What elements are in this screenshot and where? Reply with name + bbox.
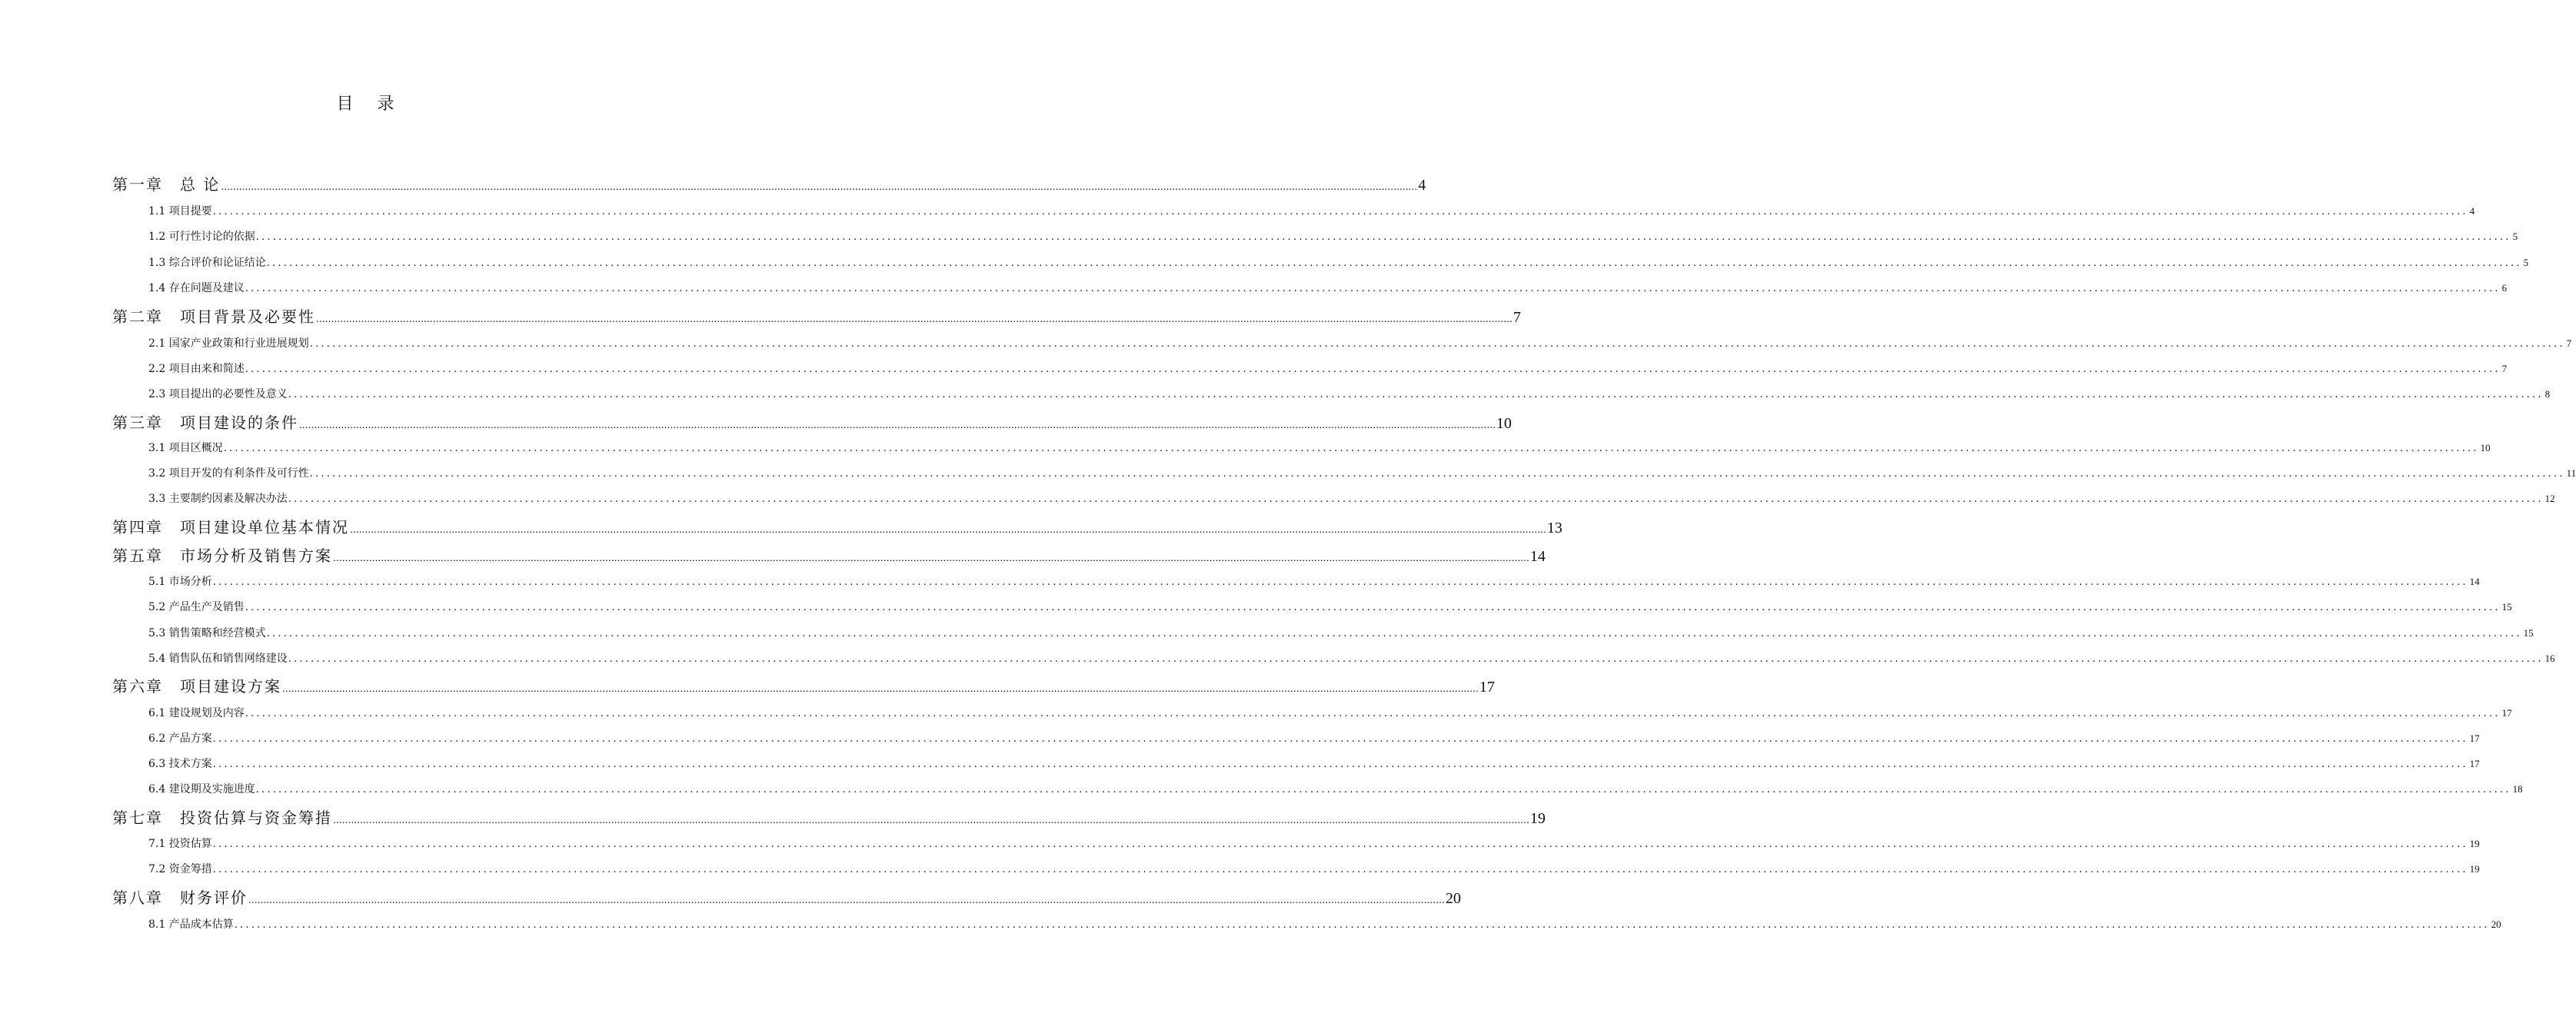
toc-page-number: 10 <box>2480 442 2491 453</box>
toc-chapter-entry[interactable] <box>112 515 1563 538</box>
toc-entry-label: 1.2 可行性讨论的依据 <box>148 231 255 243</box>
toc-section-entry[interactable] <box>148 781 2523 798</box>
toc-section-entry[interactable] <box>148 360 2508 377</box>
toc-section-entry[interactable] <box>148 599 2512 616</box>
toc-page-number: 13 <box>1546 520 1563 536</box>
toc-section-entry[interactable] <box>148 730 2480 747</box>
toc-entry-label: 2.1 国家产业政策和行业进展规划 <box>148 337 309 350</box>
toc-page-number: 19 <box>2469 838 2480 849</box>
toc-section-entry[interactable] <box>148 756 2480 772</box>
toc-section-entry[interactable] <box>148 835 2480 852</box>
toc-entry-label: 1.3 综合评价和论证结论 <box>148 257 266 269</box>
toc-section-entry[interactable] <box>148 386 2551 403</box>
toc-page-number: 12 <box>2544 493 2555 504</box>
toc-section-entry[interactable] <box>148 705 2512 722</box>
toc-dot-leader: ................................................................................................................................................................................................................................................................................................................................................................................................................ <box>288 389 2544 400</box>
toc-entry-label: 6.1 建设规划及内容 <box>148 707 245 719</box>
toc-entry-label: 第五章 市场分析及销售方案 <box>112 546 332 565</box>
toc-dot-leader: ................................................................................................................................................................................................................................................................................................................................................................................................................ <box>266 628 2522 639</box>
toc-page-number: 20 <box>2491 918 2501 930</box>
toc-page-number: 4 <box>1418 177 1426 194</box>
toc-dot-leader: ................................................................................................................................................................................................................................................................................................................................................................................................................ <box>309 338 2565 350</box>
toc-entry-label: 6.2 产品方案 <box>148 732 212 745</box>
toc-page-number: 15 <box>2501 601 2512 613</box>
toc-entry-label: 2.2 项目由来和简述 <box>148 363 245 375</box>
toc-dot-leader: ................................................................................................................................................................................................................................................................................................................................................................................................................ <box>245 364 2501 375</box>
toc-entry-label: 8.1 产品成本估算 <box>148 918 234 931</box>
toc-entry-label: 3.1 项目区概况 <box>148 442 223 454</box>
toc-entry-label: 6.3 技术方案 <box>148 758 212 770</box>
toc-dot-leader: ................................................................................................................................................................................................................................................................................................................................................................................................................ <box>221 180 1418 192</box>
toc-title: 目 录 <box>336 95 404 114</box>
toc-dot-leader: ................................................................................................................................................................................................................................................................................................................................................................................................................ <box>212 733 2468 745</box>
toc-page-number: 17 <box>2469 758 2480 769</box>
toc-page-number: 11 <box>2566 467 2576 479</box>
toc-entry-label: 第七章 投资估算与资金筹措 <box>112 809 332 827</box>
toc-entry-label: 第八章 财务评价 <box>112 889 248 907</box>
toc-page-number: 15 <box>2523 627 2534 639</box>
toc-dot-leader: ................................................................................................................................................................................................................................................................................................................................................................................................................ <box>255 231 2511 243</box>
toc-dot-leader: ................................................................................................................................................................................................................................................................................................................................................................................................................ <box>223 443 2479 454</box>
toc-entry-label: 3.2 项目开发的有利条件及可行性 <box>148 467 309 480</box>
toc-page-number: 14 <box>1529 548 1546 565</box>
toc-section-entry[interactable] <box>148 228 2518 245</box>
toc-entry-label: 7.1 投资估算 <box>148 838 212 850</box>
toc-page-number: 14 <box>2469 576 2480 587</box>
toc-dot-leader: ................................................................................................................................................................................................................................................................................................................................................................................................................ <box>333 551 1529 563</box>
toc-entry-label: 6.4 建设期及实施进度 <box>148 783 255 796</box>
toc-dot-leader: ................................................................................................................................................................................................................................................................................................................................................................................................................ <box>248 893 1445 905</box>
toc-page-number: 19 <box>2469 863 2480 875</box>
toc-chapter-entry[interactable] <box>112 805 1546 829</box>
toc-section-entry[interactable] <box>148 254 2529 271</box>
toc-dot-leader: ................................................................................................................................................................................................................................................................................................................................................................................................................ <box>333 813 1529 825</box>
toc-page-number: 8 <box>2544 388 2551 400</box>
toc-page-number: 17 <box>1479 679 1495 696</box>
toc-page-number: 10 <box>1496 415 1512 432</box>
toc-entry-label: 5.2 产品生产及销售 <box>148 601 245 613</box>
toc-section-entry[interactable] <box>148 203 2475 220</box>
toc-dot-leader: ................................................................................................................................................................................................................................................................................................................................................................................................................ <box>245 283 2501 294</box>
toc-chapter-entry[interactable] <box>112 885 1461 908</box>
toc-chapter-entry[interactable] <box>112 304 1521 327</box>
toc-section-entry[interactable] <box>148 440 2491 457</box>
toc-chapter-entry[interactable] <box>112 674 1495 697</box>
toc-section-entry[interactable] <box>148 916 2501 933</box>
toc-entry-label: 2.3 项目提出的必要性及意义 <box>148 388 288 400</box>
toc-page-number: 17 <box>2501 707 2512 719</box>
toc-chapter-entry[interactable] <box>112 172 1426 195</box>
toc-page-number: 5 <box>2512 231 2518 242</box>
toc-section-entry[interactable] <box>148 861 2480 878</box>
toc-page-number: 18 <box>2512 783 2523 795</box>
toc-dot-leader: ................................................................................................................................................................................................................................................................................................................................................................................................................ <box>212 576 2468 588</box>
toc-entry-label: 5.3 销售策略和经营模式 <box>148 627 266 639</box>
toc-entry-label: 第一章 总 论 <box>112 175 221 194</box>
toc-page-number: 7 <box>1513 309 1521 326</box>
toc-section-entry[interactable] <box>148 465 2576 482</box>
toc-dot-leader: ................................................................................................................................................................................................................................................................................................................................................................................................................ <box>245 708 2501 719</box>
toc-entry-label: 1.4 存在问题及建议 <box>148 282 245 294</box>
toc-entry-label: 3.3 主要制约因素及解决办法 <box>148 493 288 505</box>
toc-entry-label: 1.1 项目提要 <box>148 205 212 218</box>
toc-page-number: 16 <box>2544 653 2555 664</box>
toc-dot-leader: ................................................................................................................................................................................................................................................................................................................................................................................................................ <box>212 839 2468 850</box>
toc-dot-leader: ................................................................................................................................................................................................................................................................................................................................................................................................................ <box>288 493 2544 505</box>
toc-entry-label: 第三章 项目建设的条件 <box>112 414 298 432</box>
toc-section-entry[interactable] <box>148 490 2555 507</box>
toc-dot-leader: ................................................................................................................................................................................................................................................................................................................................................................................................................ <box>255 784 2511 796</box>
toc-dot-leader: ................................................................................................................................................................................................................................................................................................................................................................................................................ <box>212 864 2468 875</box>
toc-section-entry[interactable] <box>148 280 2508 297</box>
toc-dot-leader: ................................................................................................................................................................................................................................................................................................................................................................................................................ <box>316 312 1513 324</box>
toc-dot-leader: ................................................................................................................................................................................................................................................................................................................................................................................................................ <box>350 523 1546 535</box>
toc-dot-leader: ................................................................................................................................................................................................................................................................................................................................................................................................................ <box>309 468 2565 480</box>
toc-section-entry[interactable] <box>148 625 2534 642</box>
toc-page-number: 7 <box>2501 363 2508 374</box>
toc-page-number: 4 <box>2469 205 2475 217</box>
toc-entry-label: 第二章 项目背景及必要性 <box>112 307 315 326</box>
toc-dot-leader: ................................................................................................................................................................................................................................................................................................................................................................................................................ <box>234 919 2490 931</box>
toc-entry-label: 7.2 资金筹措 <box>148 863 212 875</box>
toc-dot-leader: ................................................................................................................................................................................................................................................................................................................................................................................................................ <box>282 682 1479 694</box>
toc-chapter-entry[interactable] <box>112 410 1512 433</box>
toc-entry-label: 第六章 项目建设方案 <box>112 677 281 696</box>
toc-dot-leader: ................................................................................................................................................................................................................................................................................................................................................................................................................ <box>212 206 2468 218</box>
toc-dot-leader: ................................................................................................................................................................................................................................................................................................................................................................................................................ <box>212 759 2468 770</box>
toc-page-number: 19 <box>1529 810 1546 827</box>
toc-dot-leader: ................................................................................................................................................................................................................................................................................................................................................................................................................ <box>266 257 2522 269</box>
toc-dot-leader: ................................................................................................................................................................................................................................................................................................................................................................................................................ <box>245 602 2501 613</box>
toc-page-number: 20 <box>1445 890 1461 907</box>
toc-chapter-entry[interactable] <box>112 543 1546 566</box>
toc-section-entry[interactable] <box>148 650 2555 667</box>
toc-entry-label: 5.4 销售队伍和销售网络建设 <box>148 653 288 665</box>
toc-dot-leader: ................................................................................................................................................................................................................................................................................................................................................................................................................ <box>299 418 1496 430</box>
toc-page-number: 7 <box>2566 337 2572 349</box>
toc-entry-label: 5.1 市场分析 <box>148 576 212 588</box>
toc-page-number: 5 <box>2523 257 2529 268</box>
toc-dot-leader: ................................................................................................................................................................................................................................................................................................................................................................................................................ <box>288 653 2544 665</box>
toc-entry-label: 第四章 项目建设单位基本情况 <box>112 518 349 536</box>
toc-section-entry[interactable] <box>148 335 2572 352</box>
toc-section-entry[interactable] <box>148 573 2480 590</box>
toc-page-number: 6 <box>2501 282 2508 294</box>
toc-page-number: 17 <box>2469 732 2480 744</box>
